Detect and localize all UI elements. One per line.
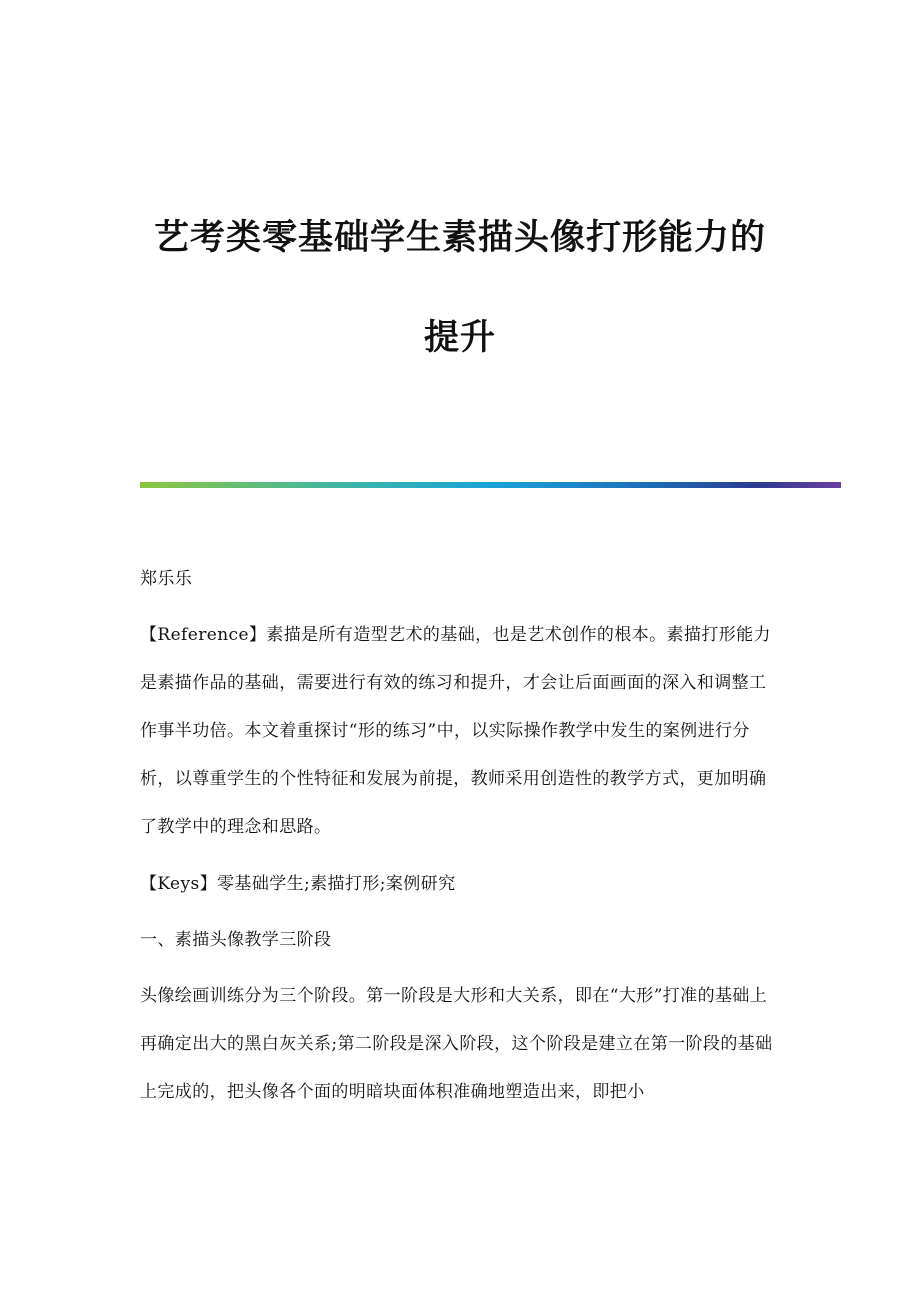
abstract-paragraph: 【Reference】素描是所有造型艺术的基础，也是艺术创作的根本。素描打形能力是素描作品的基础，需要进行有效的练习和提升，才会让后面画面的深入和调整工作事半功倍。本文着重探讨“形的练习”中，以实际操作教学中发生的案例进行分析，以尊重学生的个性特征和发展为前提，教师采用创造性的教学方式，更加明确了教学中的理念和思路。	[140, 625, 771, 837]
section-heading: 一、素描头像教学三阶段	[140, 930, 332, 950]
author-name: 郑乐乐	[140, 569, 193, 589]
document-title-line-2: 提升	[423, 317, 496, 358]
keywords-line: 【Keys】零基础学生;素描打形;案例研究	[140, 874, 456, 894]
section-body-paragraph: 头像绘画训练分为三个阶段。第一阶段是大形和大关系，即在“大形”打准的基础上再确定出大的黑白灰关系;第二阶段是深入阶段，这个阶段是建立在第一阶段的基础上完成的，把头像各个面的明暗块面体积准确地塑造出来，即把小	[140, 986, 773, 1102]
gradient-divider	[140, 482, 841, 488]
document-title-line-1: 艺考类零基础学生素描头像打形能力的	[153, 217, 766, 258]
